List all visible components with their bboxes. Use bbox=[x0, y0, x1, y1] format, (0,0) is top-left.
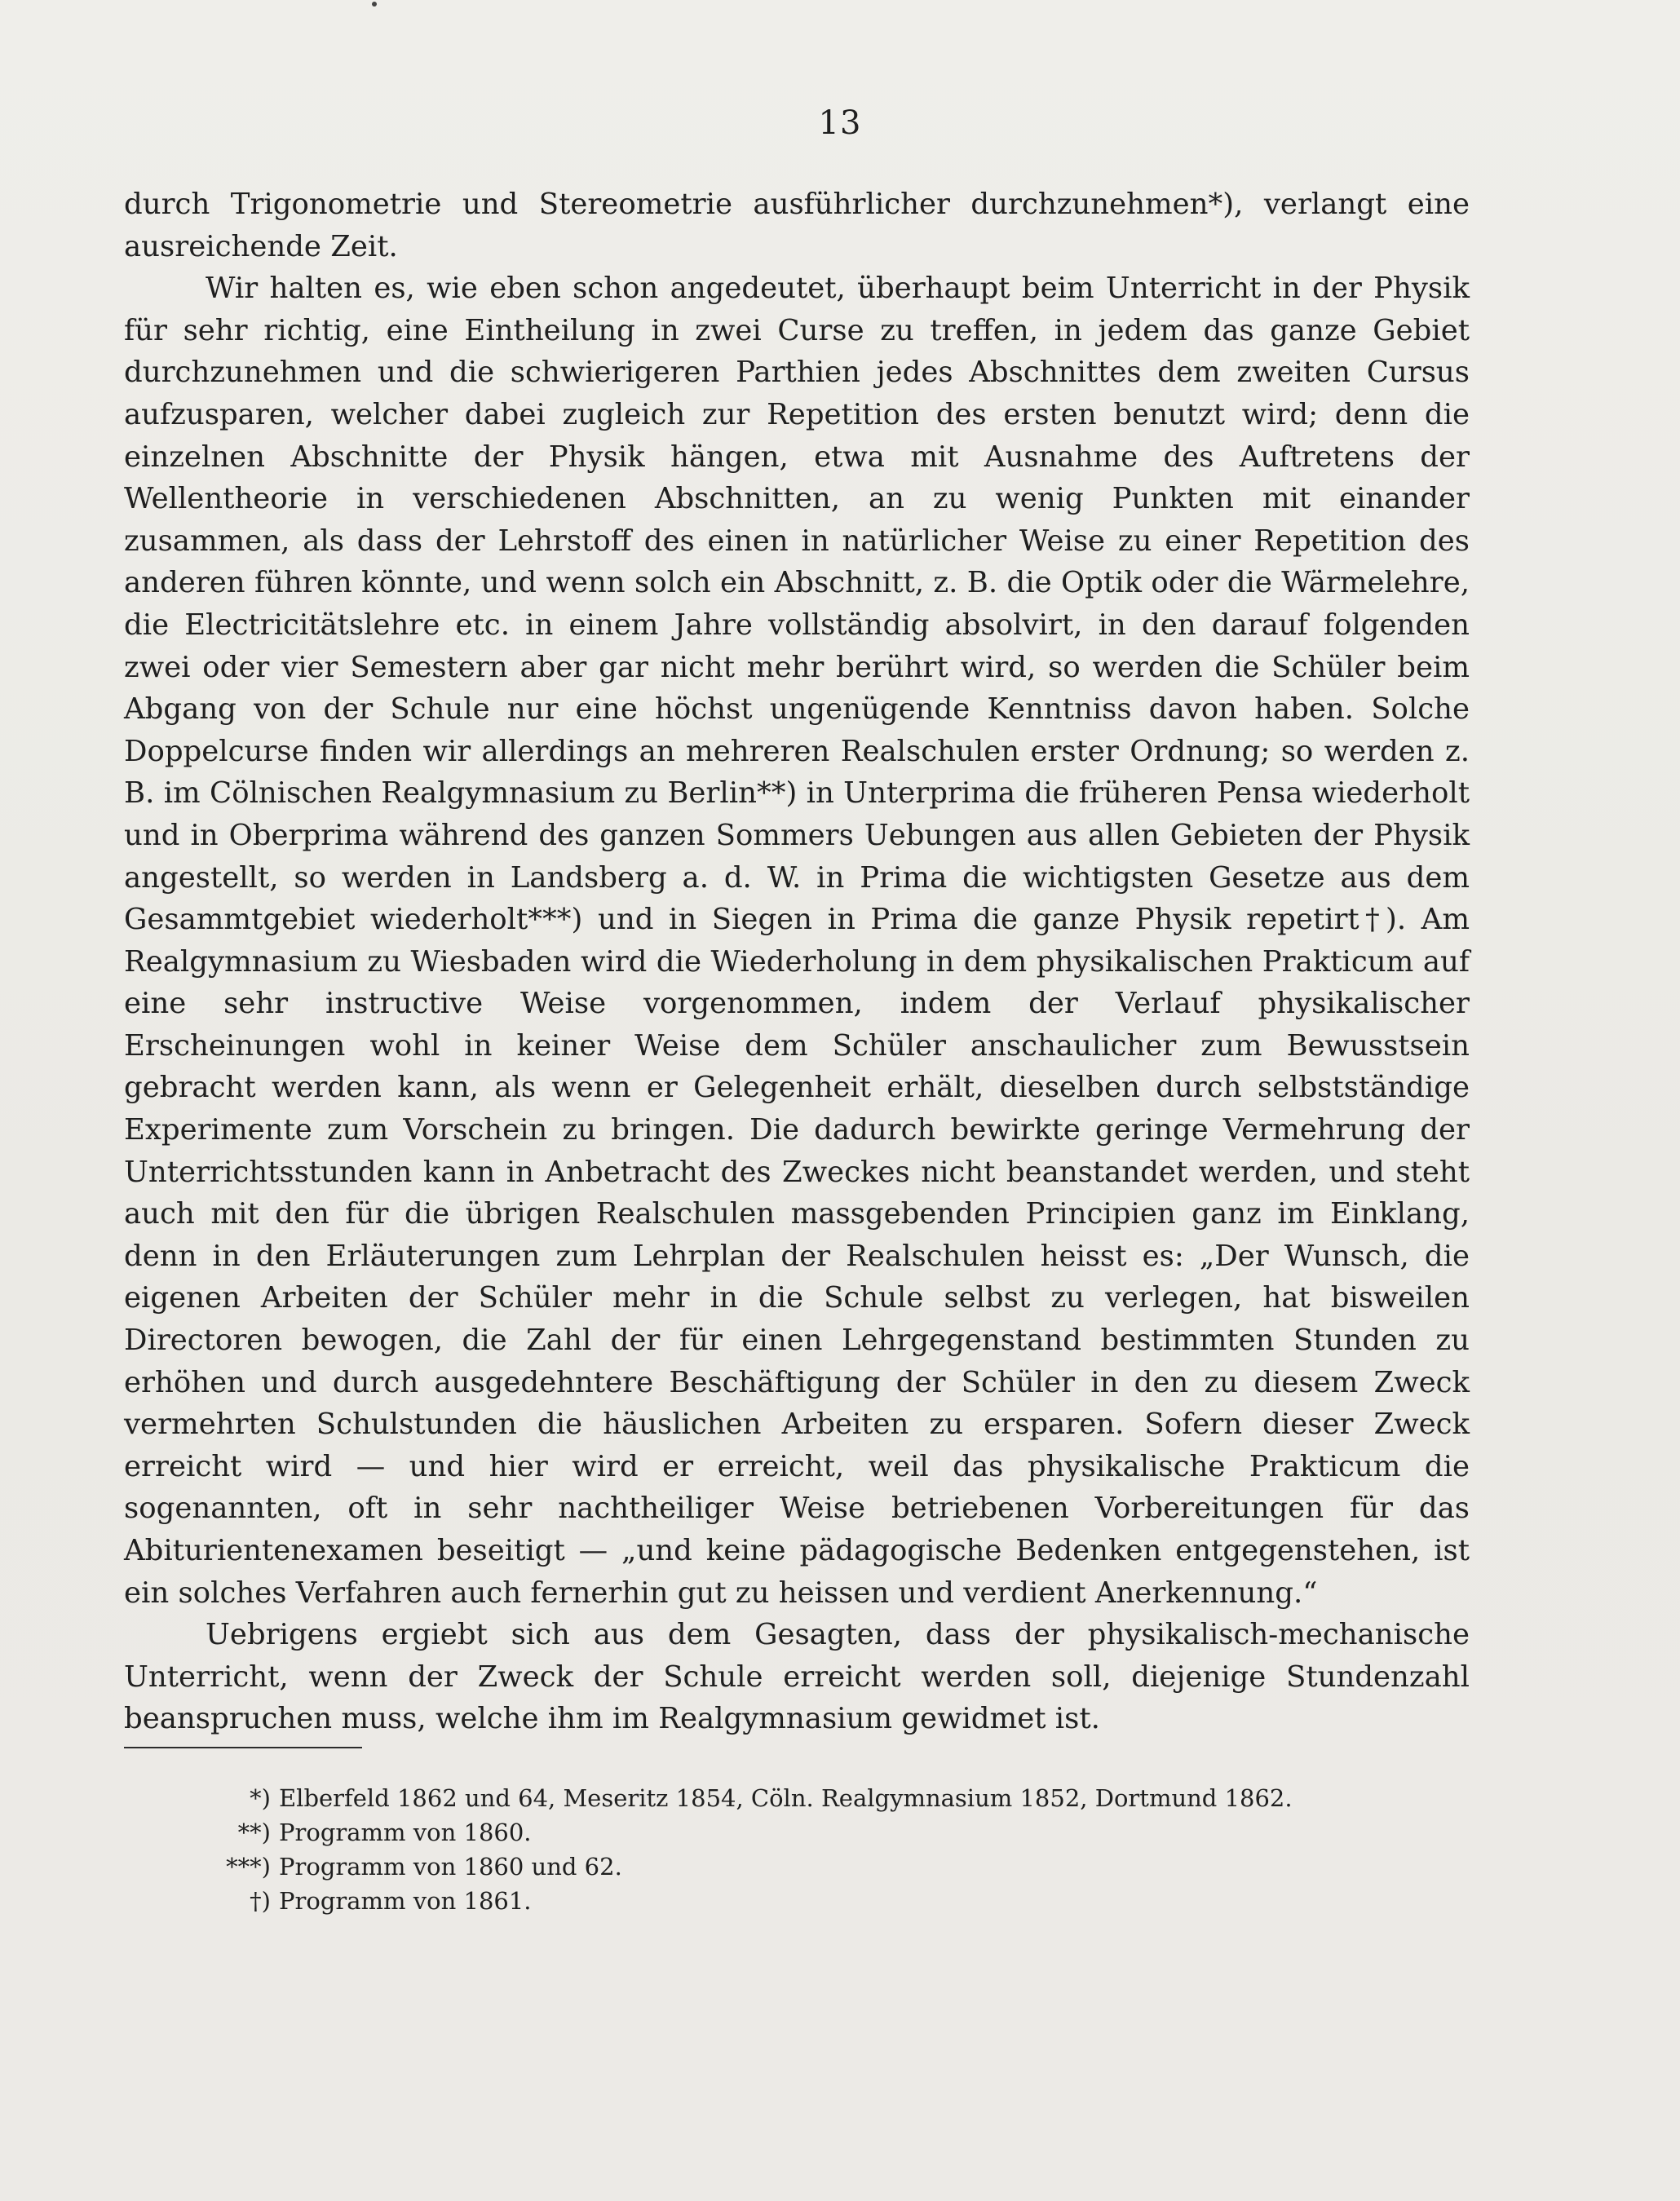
paragraph-1: durch Trigonometrie und Stereometrie ausführlicher durchzunehmen*), verlangt eine ausreichende Zeit. bbox=[124, 188, 1470, 263]
body-text bbox=[124, 183, 1470, 1740]
footnote-mark: **) bbox=[237, 1819, 271, 1846]
footnote bbox=[124, 1781, 1347, 1815]
footnote-separator bbox=[124, 1747, 362, 1748]
footnote bbox=[124, 1815, 1347, 1850]
footnote bbox=[124, 1850, 1347, 1884]
paragraph-3: Uebrigens ergiebt sich aus dem Gesagten, dass der physikalisch-mechanische Unterricht, wenn der Zweck der Schule erreicht werden soll, diejenige Stundenzahl beanspruchen muss, welche ihm im Realgymnasium gewidmet ist. bbox=[124, 1618, 1470, 1736]
footnote-mark: ***) bbox=[226, 1853, 271, 1881]
print-speck bbox=[372, 2, 377, 7]
footnote-text: Programm von 1860. bbox=[279, 1819, 532, 1846]
paragraph-2: Wir halten es, wie eben schon angedeutet, überhaupt beim Unterricht in der Physik für sehr richtig, eine Eintheilung in zwei Curse zu treffen, in jedem das ganze Gebiet durchzunehmen und die schwierigeren Parthien jedes Abschnittes dem zweiten Cursus aufzusparen, welcher dabei zugleich zur Repetition des ersten benutzt wird; denn die einzelnen Abschnitte der Physik hängen, etwa mit Ausnahme des Auftretens der Wellentheorie in verschiedenen Abschnitten, an zu wenig Punkten mit einander zusammen, als dass der Lehrstoff des einen in natürlicher Weise zu einer Repetition des anderen führen könnte, und wenn solch ein Abschnitt, z. B. die Optik oder die Wärmelehre, die Electricitätslehre etc. in einem Jahre vollständig absolvirt, in den darauf folgenden zwei oder vier Semestern aber gar nicht mehr berührt wird, so werden die Schüler beim Abgang von der Schule nur eine höchst ungenügende Kenntniss davon haben. Solche Doppelcurse finden wir allerdings an mehreren Realschulen erster Ordnung; so werden z. B. im Cölnischen Realgymnasium zu Berlin**) in Unterprima die früheren Pensa wiederholt und in Oberprima während des ganzen Sommers Uebungen aus allen Gebieten der Physik angestellt, so werden in Landsberg a. d. W. in Prima die wichtigsten Gesetze aus dem Gesammtgebiet wiederholt***) und in Siegen in Prima die ganze Physik repetirt†). Am Realgymnasium zu Wiesbaden wird die Wiederholung in dem physikalischen Prakticum auf eine sehr instructive Weise vorgenommen, indem der Verlauf physikalischer Erscheinungen wohl in keiner Weise dem Schüler anschaulicher zum Bewusstsein gebracht werden kann, als wenn er Gelegenheit erhält, dieselben durch selbstständige Experimente zum Vorschein zu bringen. Die dadurch bewirkte geringe Vermehrung der Unterrichtsstunden kann in Anbetracht des Zweckes nicht beanstandet werden, und steht auch mit den für die übrigen Realschulen massgebenden Principien ganz im Einklang, denn in den Erläuterungen zum Lehrplan der Realschulen heisst es: „Der Wunsch, die eigenen Arbeiten der Schüler mehr in die Schule selbst zu verlegen, hat bisweilen Directoren bewogen, die Zahl der für einen Lehrgegenstand bestimmten Stunden zu erhöhen und durch ausgedehntere Beschäftigung der Schüler in den zu diesem Zweck vermehrten Schulstunden die häuslichen Arbeiten zu ersparen. Sofern dieser Zweck erreicht wird — und hier wird er erreicht, weil das physikalische Prakticum die sogenannten, oft in sehr nachtheiliger Weise betriebenen Vorbereitungen für das Abiturientenexamen beseitigt — „und keine pädagogische Bedenken entgegenstehen, ist ein solches Verfahren auch fernerhin gut zu heissen und verdient Anerkennung.“ bbox=[124, 272, 1470, 1610]
page-number: 13 bbox=[818, 104, 862, 142]
footnote bbox=[124, 1884, 1347, 1918]
footnote-text: Elberfeld 1862 und 64, Meseritz 1854, Cöln. Realgymnasium 1852, Dortmund 1862. bbox=[279, 1784, 1293, 1812]
footnote-mark: *) bbox=[250, 1784, 271, 1812]
footnote-text: Programm von 1861. bbox=[279, 1887, 532, 1915]
footnote-text: Programm von 1860 und 62. bbox=[279, 1853, 622, 1881]
footnotes bbox=[124, 1781, 1347, 1918]
footnote-mark: †) bbox=[250, 1887, 271, 1915]
